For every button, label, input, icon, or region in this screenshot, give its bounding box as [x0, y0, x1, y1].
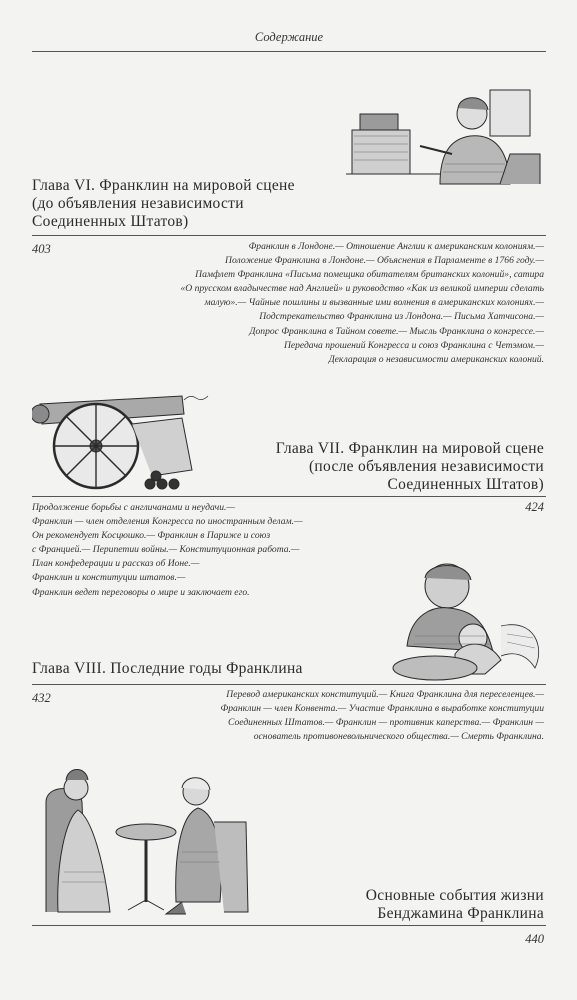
chapter-7-title: Глава VII. Франклин на мировой сцене (после объявления независимости Соединенных Штатов) [275, 440, 544, 493]
chapter-7-description: Продолжение борьбы с англичанами и неудачи.— Франклин — член отделения Конгресса по иностранным делам.— Он рекомендует Косцюшко.— Франклин в Париже и союз с Францией.— Перипетии войны.— Конституционная работа.— План конфедерации и рассказ об Ионе.— Франклин и конституции штатов.— Франклин ведет переговоры о мире и заключает его. [32, 502, 303, 598]
franklin-seated-illustration [340, 84, 548, 186]
chess-players-illustration [36, 762, 254, 920]
chapter-7-rule [32, 496, 546, 497]
chapter-7-page-number: 424 [525, 500, 544, 514]
chapter-6-rule [32, 235, 546, 236]
chapter-8-title: Глава VIII. Последние годы Франклина [32, 660, 303, 677]
chronology-title: Основные события жизни Бенджамина Франклина [365, 887, 544, 922]
chapter-6-description: Франклин в Лондоне.— Отношение Англии к американским колониям.— Положение Франклина в Лондоне.— Объяснения в Парламенте в 1766 году.— Памфлет Франклина «Письма помещика обитателям британских колоний», сатира «О прусском владычестве над Англией» и руководство «Как из великой империи сделать малую».— Чайные пошлины и вызванные ими волнения в американских колониях.— Подстрекательство Франклина из Лондона.— Письма Хатчисона.— Допрос Франклина в Тайном совете.— Мысль Франклина о конгрессе.— Передача прошений Конгресса и союз Франклина с Четэмом.— Декларация о независимости американских колоний. [180, 241, 544, 365]
chapter-8-page-number: 432 [32, 691, 51, 705]
franklin-bust-illustration [385, 556, 547, 684]
header-rule [32, 51, 546, 52]
chronology-page-number: 440 [525, 932, 544, 946]
cannon-illustration [32, 384, 212, 496]
chronology-rule [32, 925, 546, 926]
chapter-8-description: Перевод американских конституций.— Книга Франклина для переселенцев.— Франклин — член Конвента.— Участие Франклина в выработке конституции Соединенных Штатов.— Франклин — противник каперства.— Франклин — основатель противоневольнического общества.— Смерть Франклина. [220, 689, 544, 743]
chapter-6-page-number: 403 [32, 242, 51, 256]
chapter-8-rule [32, 684, 546, 685]
chapter-6-title: Глава VI. Франклин на мировой сцене (до объявления независимости Соединенных Штатов) [32, 177, 295, 230]
running-header: Содержание [254, 30, 324, 44]
